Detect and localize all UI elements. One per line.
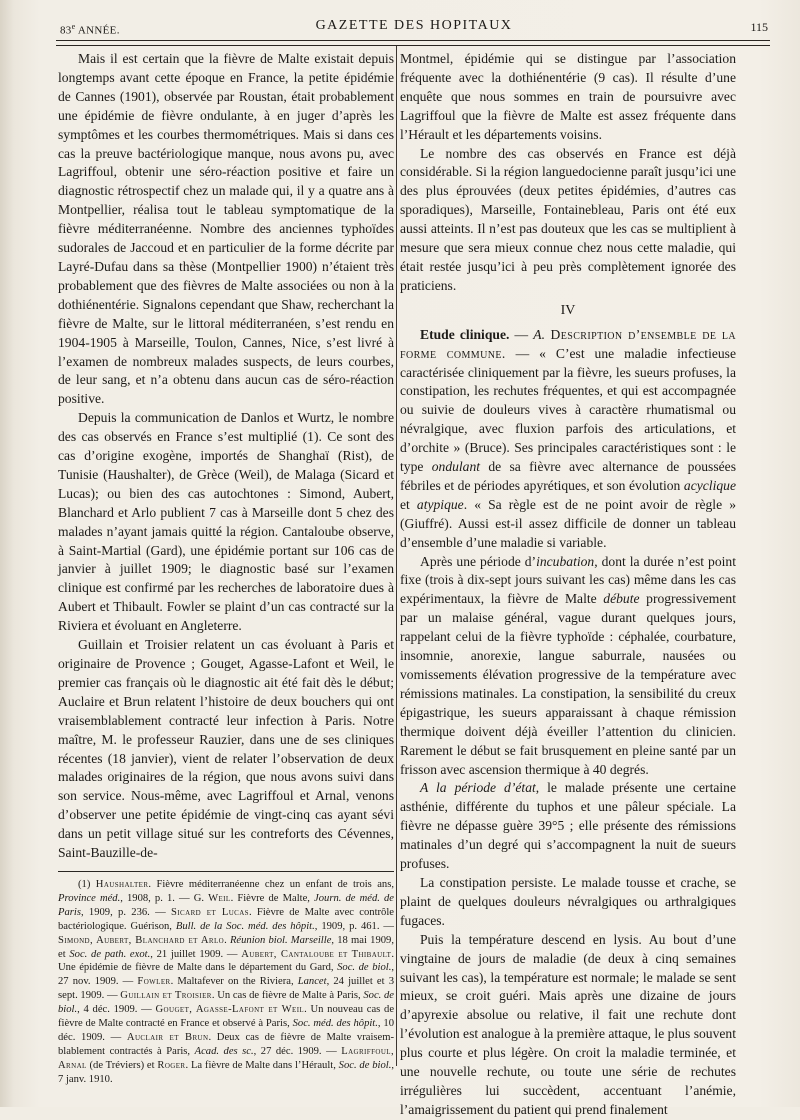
footnote-segment: . Maltafever on the Riviera,: [170, 976, 298, 988]
paragraph: La constipation persiste. Le malade tousse et crache, se plaint de quelques douleurs névralgiques ou arthralgiques fugaces.: [400, 874, 736, 928]
footnote-segment: , 24 juillet et 3 sept. 1909. —: [58, 976, 394, 1002]
footnote-segment: , 10 déc. 1909. —: [58, 1018, 394, 1043]
footnote-segment: . Fièvre de Malte avec contrôle bactériologique. Guérison,: [58, 906, 394, 932]
footnote-segment: , 1909, p. 461. —: [314, 920, 394, 932]
footnote-segment: , 1909, p. 236. —: [80, 906, 172, 918]
page-number: 115: [750, 20, 768, 34]
footnote: [58, 878, 394, 1087]
footnote-segment: . Deux cas de fièvre de Malte vraisemblablement contractés à Paris,: [58, 1031, 394, 1057]
journal-title: GAZETTE DES HOPITAUX: [315, 18, 513, 33]
footnote-segment: Lagriffoul, Arnal: [58, 1045, 395, 1071]
footnote-segment: Province méd.: [58, 892, 121, 904]
footnote-segment: Bull. de la Soc. méd. des hôpit.: [175, 920, 315, 932]
footnote-segment: Roger: [157, 1059, 186, 1071]
footnote-segment: Lancet: [297, 976, 327, 988]
footnote-segment: . Fièvre méditerranéenne chez un enfant de trois ans,: [148, 878, 394, 890]
footnote-segment: Soc. méd. des hôpit.: [292, 1018, 378, 1030]
footnote-segment: .: [224, 934, 230, 946]
footnote-segment: Gouget, Agasse-Lafont et Weil: [155, 1004, 305, 1016]
footnote-segment: Sicard et Lucas: [171, 906, 249, 918]
footnote-segment: , 18 mai 1909, et: [58, 934, 394, 960]
footnote-segment: Journ. de méd. de Paris: [58, 892, 394, 918]
section-numeral: IV: [560, 302, 576, 318]
column-divider: [396, 46, 397, 1066]
footnote-segment: (de Tréviers) et: [86, 1059, 158, 1071]
footnote-segment: Haushalter: [95, 878, 149, 890]
footnote-segment: . Fièvre de Malte,: [230, 892, 315, 904]
footnote-segment: Aubert, Cantaloube et Thibault: [241, 948, 392, 960]
footnote-segment: . Une épidémie de fièvre de Malte dans le département du Gard,: [58, 948, 394, 974]
footnote-segment: Soc. de biol.: [338, 1059, 392, 1071]
paragraph-incubation: Après une période d’incubation, dont la durée n’est point fixe (trois à dix-sept jours suivant les cas) même dans les cas expérimentaux, la fièvre de Malte débute progressivement par un malaise général, vague durant quelques jours, rappelant celui de la fièvre typhoïde : céphalée, courbature, insomnie, anorexie, langue saburrale, nausées ou vomissements élévation progressive de la température avec rémissions matinales. La constipation, la sensibilité du creux épigastrique, les sueurs apparaissant à chaque rémission thermique doivent déjà éveiller l’attention du clinicien. Rarement le début se fait brusquement en pleine santé par un frisson avec ascension thermique à 40 degrés.: [400, 553, 736, 777]
right-column: [400, 50, 736, 1120]
section-heading: Etude clinique.: [420, 326, 510, 342]
footnote-segment: , 21 juillet 1909. —: [150, 948, 242, 960]
paragraph-etude: Etude clinique. — A. Description d’ensemble de la forme commune. — « C’est une maladie infectieuse caractérisée cliniquement par la fièvre, les sueurs profuses, la constipation, les rechutes fréquentes, et qui est accompagnée ou suivie de douleurs vives à caractère rhumatismal ou névralgique, avec fluxion parfois des articulations, et d’orchite » (Bruce). Ses principales caractéristiques sont : le type ondulant de sa fièvre avec alternance de poussées fébriles et de périodes apyrétiques, et son évolution acyclique et atypique. « Sa règle est de ne point avoir de règle » (Giuffré). Aussi est-il assez difficile de donner un tableau d’ensemble d’une maladie si variable.: [400, 326, 737, 550]
header-rule: [56, 40, 770, 46]
footnote-segment: Guillain et Troisier: [120, 990, 212, 1002]
footnote-segment: Soc. de path. exot.: [69, 948, 151, 960]
paragraph: Depuis la communication de Danlos et Wurtz, le nombre des cas observés en France s’est multiplié (1). Ce sont des cas d’origine exogène, importés de Shanghaï (Rist), de Tunisie (Haushalter), de Grèce (Weil), de Malaga (Sicard et Lucas); ou bien des cas autochtones : Simond, Aubert, Blanchard et Arlo publient 7 cas à Marseille dont 5 chez des malades n’ayant jamais quitté la région. Cantaloube observe, à Saint-Martial (Gard), une épidémie portant sur 106 cas de janvier à juillet 1909; le diagnostic basé sur l’examen clinique est confirmé par les recherches de laboratoire dues à Aubert et Thibault. Fowler se plaint d’un cas contracté sur la Riviera et évoluant en Angleterre.: [58, 410, 394, 634]
issue-label: 83e ANNÉE.: [60, 22, 120, 37]
subsection-letter: A.: [533, 326, 545, 342]
footnote-segment: Acad. des sc.: [194, 1045, 254, 1057]
footnote-segment: , 27 déc. 1909. —: [253, 1045, 342, 1057]
subsection-heading: Description d’ensemble de la forme commune.: [400, 326, 737, 361]
running-header: [60, 14, 768, 38]
paragraph: Puis la température descend en lysis. Au bout d’une vingtaine de jours de maladie (de deux à cinq semaines suivant les cas), la température est normale; le malade se sent mieux, se croit guéri. Mais après une dizaine de jours d’apyrexie absolue ou relative, il fait une rechute dont l’évolution est analogue à la première attaque, le plus souvent plus courte et plus légère. On croit la maladie terminée, et une nouvelle rechute, ou toute une série de rechutes irrégulières lui succèdent, accentuant l’anémie, l’amaigrissement du patient qui prend finalement: [400, 931, 736, 1117]
paragraph: Mais il est certain que la fièvre de Malte existait depuis longtemps avant cette époque en France, la petite épidémie de Cannes (1901), observée par Roustan, était probablement une épidémie de fièvre ondulante, à en juger d’après les symptômes et les courbes thermométriques. Mais si dans ces cas la preuve bactériologique manque, nous avons pu, avec Lagriffoul, obtenir une séro-réaction positive et faire un diagnostic rétrospectif chez un malade qui, il y a quatre ans à Montpellier, réalisa tout le tableau symptomatique de la fièvre méditerranéenne. Nombre des anciennes typhoïdes sudorales de Jaccoud et en particulier de la forme décrite par Layré-Dufau dans sa thèse (Montpellier 1900) n’étaient très probablement que des fièvres de Malte associées ou non à la dothiénentérie. Signalons cependant que Shaw, recherchant la fièvre de Malte, sur le littoral méditerranéen, s’est rendu en 1904-1905 à Marseille, Toulon, Cannes, Nice, s’est livré à l’examen de nombreux malades suspects, de leurs courbes, de leur sang, et n’a obtenu dans aucun cas de séro-réaction positive.: [58, 51, 394, 407]
footnote-rule: [58, 871, 394, 872]
footnote-segment: . La fièvre de Malte dans l’Hérault,: [185, 1059, 339, 1071]
left-column: [58, 50, 394, 1087]
footnote-segment: Fowler: [137, 976, 171, 988]
paragraph: Le nombre des cas observés en France est déjà considérable. Si la région languedocienne paraît jusqu’ici une des plus éprouvées (deux petites épidémies, d’autres cas sporadiques), Marseille, Fontainebleau, Paris ont été eux aussi atteints. Il n’est pas douteux que les cas se multiplient à mesure que sera mieux connue chez nous cette maladie, qui était restée jusqu’ici à peu près complètement ignorée des praticiens.: [400, 145, 736, 293]
footnote-segment: , 4 déc. 1909. —: [77, 1004, 156, 1016]
footnote-segment: , 1908, p. 1. — G.: [120, 892, 209, 904]
footnote-segment: Weil: [208, 892, 231, 904]
footnote-segment: Réunion biol. Marseille: [229, 934, 332, 946]
footnote-segment: . Un cas de fièvre de Malte à Paris,: [211, 990, 364, 1002]
footnote-segment: Simond, Aubert, Blanchard et Arlo: [58, 934, 225, 946]
footnote-segment: Auclair et Brun: [126, 1031, 209, 1043]
footnote-segment: , 7 janv. 1910.: [58, 1059, 395, 1085]
footnote-segment: , 27 nov. 1909. —: [58, 962, 394, 988]
footnote-segment: Soc. de biol.: [337, 962, 392, 974]
footnote-segment: Soc. de biol.: [58, 990, 395, 1016]
paragraph-etat: A la période d’état, le malade présente une certaine asthénie, différente du tuphos et une pâleur spéciale. La fièvre ne dépasse guère 39°5 ; elle présente des rémissions matinales d’un degré qui s’accompagnent la nuit de sueurs profuses.: [400, 780, 736, 872]
paragraph: Montmel, épidémie qui se distingue par l’association fréquente avec la dothiénentérie (9 cas). Il résulte d’une enquête que nous sommes en train de poursuivre avec Lagriffoul que la fièvre de Malte est assez fréquente dans l’Hérault et les départements voisins.: [400, 51, 736, 142]
footnote-segment: . Un nouveau cas de fièvre de Malte contracté en France et observé à Paris,: [58, 1004, 395, 1030]
footnote-marker: (1): [78, 878, 91, 890]
paragraph: Guillain et Troisier relatent un cas évoluant à Paris et originaire de Provence ; Gouget, Agasse-Lafont et Weil, le premier cas français où le diagnostic ait été fait dès le début; Auclaire et Brun relatent l’histoire de deux bouchers qui ont vraisemblablement contracté leur infection à Paris. Notre maître, M. le professeur Rauzier, dans une de ses cliniques récentes (18 janvier), vient de relater l’observation de deux malades originaires de la région, que nous avons suivi dans son service. Nous-même, avec Lagriffoul et Arnal, venons d’observer une petite épidémie de vingt-cinq cas ayant sévi dans un petit village situé sur les contreforts des Cévennes, Saint-Bauzille-de-: [58, 637, 394, 861]
